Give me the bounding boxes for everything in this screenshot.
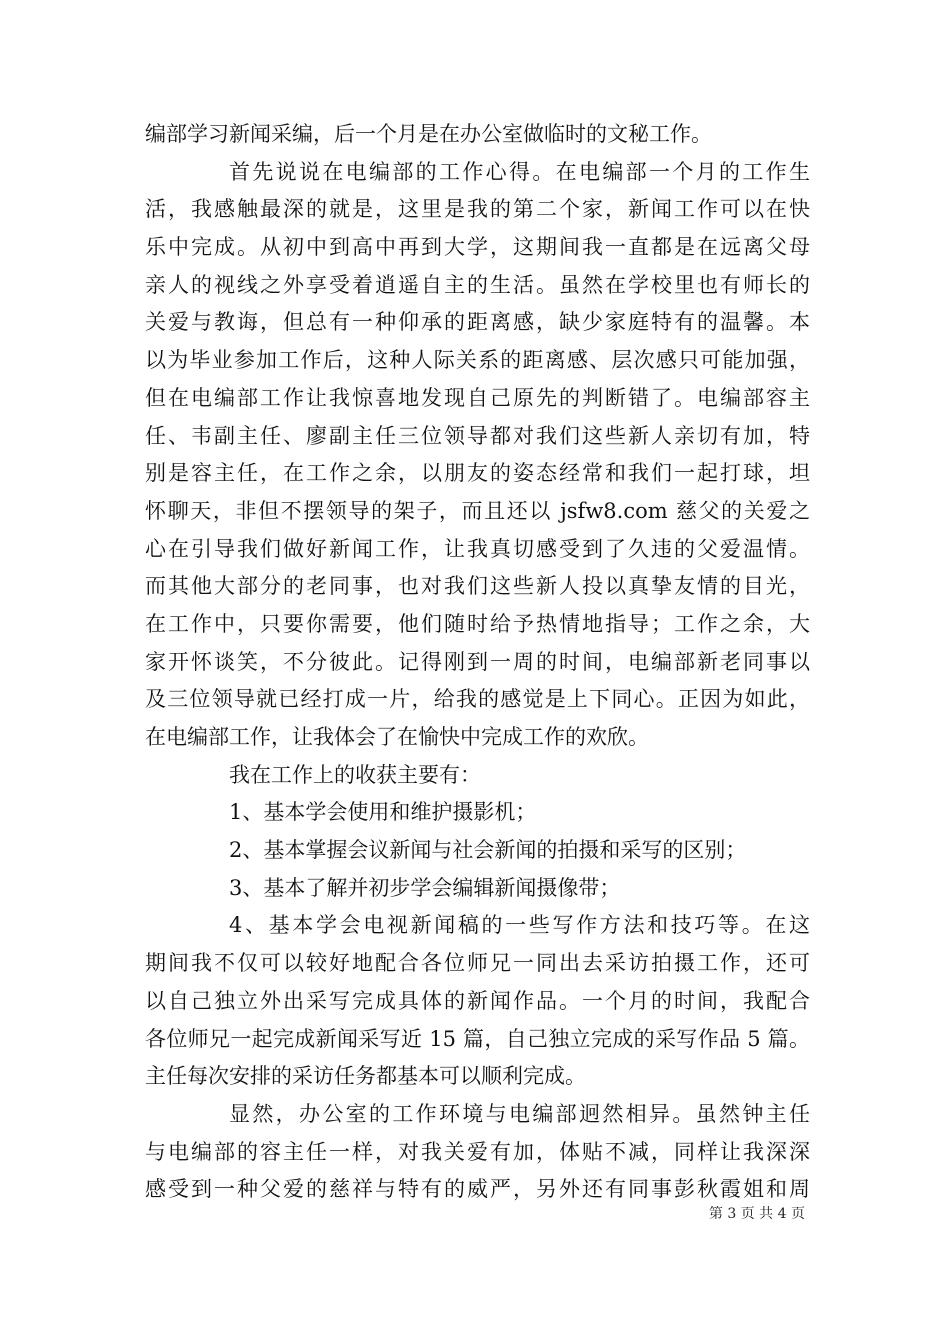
text-line: 亲人的视线之外享受着逍遥自主的生活。虽然在学校里也有师长的 (145, 272, 810, 297)
text-line: 以自己独立外出采写完成具体的新闻作品。一个月的时间，我配合 (145, 988, 810, 1013)
text-line: 1、基本学会使用和维护摄影机； (229, 800, 537, 825)
text-line: 2、基本掌握会议新闻与社会新闻的拍摄和采写的区别； (229, 838, 747, 863)
text-line: 在电编部工作，让我体会了在愉快中完成工作的欢欣。 (145, 725, 649, 749)
body-text (145, 116, 810, 1209)
text-line: 与电编部的容主任一样，对我关爱有加，体贴不减，同样让我深深 (145, 1139, 810, 1164)
text-line: 期间我不仅可以较好地配合各位师兄一同出去采访拍摄工作，还可 (145, 951, 810, 976)
text-line: 在工作中，只要你需要，他们随时给予热情地指导；工作之余，大 (145, 611, 810, 636)
text-line: 家开怀谈笑，不分彼此。记得刚到一周的时间，电编部新老同事以 (145, 649, 810, 674)
text-line: 3、基本了解并初步学会编辑新闻摄像带； (229, 875, 621, 900)
text-line: 而其他大部分的老同事，也对我们这些新人投以真挚友情的目光， (145, 574, 810, 599)
text-line: 主任每次安排的采访任务都基本可以顺利完成。 (145, 1064, 586, 1089)
text-line: 任、韦副主任、廖副主任三位领导都对我们这些新人亲切有加，特 (145, 423, 810, 448)
text-line: 但在电编部工作让我惊喜地发现自己原先的判断错了。电编部容主 (145, 385, 810, 410)
text-line: 首先说说在电编部的工作心得。在电编部一个月的工作生 (229, 159, 810, 184)
text-line: 怀聊天，非但不摆领导的架子，而且还以 jsfw8.com 慈父的关爱之 (145, 498, 810, 523)
text-line: 及三位领导就已经打成一片，给我的感觉是上下同心。正因为如此， (145, 687, 810, 712)
text-line: 显然，办公室的工作环境与电编部迥然相异。虽然钟主任 (229, 1101, 810, 1126)
text-line: 各位师兄一起完成新闻采写近 15 篇，自己独立完成的采写作品 5 篇。 (145, 1026, 810, 1051)
text-line: 以为毕业参加工作后，这种人际关系的距离感、层次感只可能加强， (145, 348, 810, 373)
text-line: 感受到一种父爱的慈祥与特有的威严，另外还有同事彭秋霞姐和周 (145, 1177, 810, 1202)
page-number: 第 3 页 共 4 页 (708, 1206, 805, 1222)
text-line: 4、基本学会电视新闻稿的一些写作方法和技巧等。在这 (229, 913, 810, 938)
text-line: 别是容主任，在工作之余，以朋友的姿态经常和我们一起打球，坦 (145, 461, 810, 486)
text-line: 活，我感触最深的就是，这里是我的第二个家，新闻工作可以在快 (145, 197, 810, 222)
text-line: 编部学习新闻采编，后一个月是在办公室做临时的文秘工作。 (145, 122, 712, 146)
text-line: 乐中完成。从初中到高中再到大学，这期间我一直都是在远离父母 (145, 235, 810, 260)
text-line: 关爱与教诲，但总有一种仰承的距离感，缺少家庭特有的温馨。本 (145, 310, 810, 335)
text-line: 心在引导我们做好新闻工作，让我真切感受到了久违的父爱温情。 (145, 536, 810, 561)
text-line: 我在工作上的收获主要有： (229, 762, 481, 787)
